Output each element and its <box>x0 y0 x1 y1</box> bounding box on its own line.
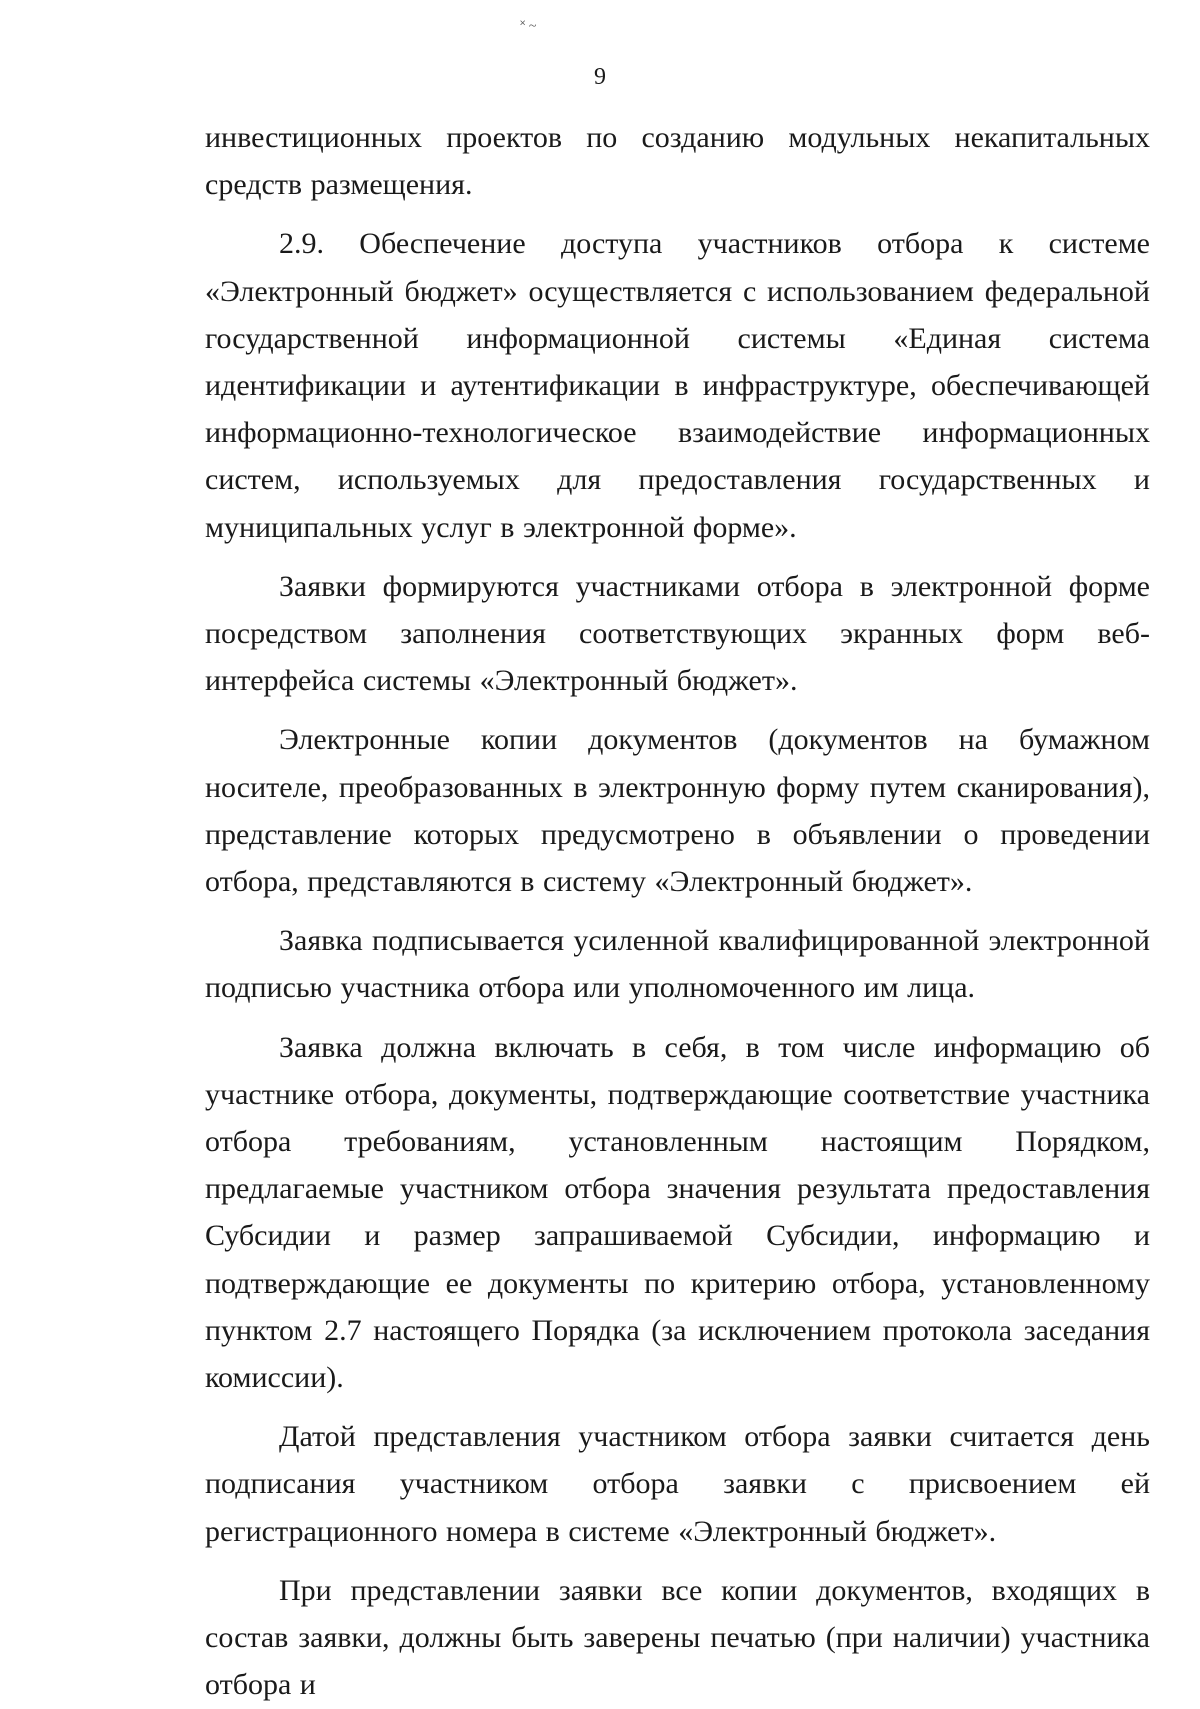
scan-artifact: ˟ ~ <box>520 19 537 34</box>
paragraph-signature: Заявка подписывается усиленной квалифицированной электронной подписью участника отбора или уполномоченного им лица. <box>205 924 1150 1005</box>
page-number: 9 <box>594 64 606 90</box>
document-body <box>205 114 1150 1709</box>
paragraph-application-contents: Заявка должна включать в себя, в том числе информацию об участнике отбора, документы, подтверждающие соответствие участника отбора требованиям, установленным настоящим Порядком, предлагаемые участником отбора значения результата предоставления Субсидии и размер запрашиваемой Субсидии, информацию и подтверждающие ее документы по критерию отбора, установленному пунктом 2.7 настоящего Порядка (за исключением протокола заседания комиссии). <box>205 1030 1150 1395</box>
paragraph-copies-certification: При представлении заявки все копии документов, входящих в состав заявки, должны быть заверены печатью (при наличии) участника отбора и <box>205 1573 1150 1702</box>
paragraph-applications-formed: Заявки формируются участниками отбора в электронной форме посредством заполнения соответствующих экранных форм веб-интерфейса системы «Электронный бюджет». <box>205 569 1150 698</box>
paragraph-submission-date: Датой представления участником отбора заявки считается день подписания участником отбора заявки с присвоением ей регистрационного номера в системе «Электронный бюджет». <box>205 1420 1150 1548</box>
paragraph-electronic-copies: Электронные копии документов (документов на бумажном носителе, преобразованных в электронную форму путем сканирования), представление которых предусмотрено в объявлении о проведении отбора, представляются в систему «Электронный бюджет». <box>205 723 1150 899</box>
paragraph-2-9-access: 2.9. Обеспечение доступа участников отбора к системе «Электронный бюджет» осуществляется с использованием федеральной государственной информационной системы «Единая система идентификации и аутентификации в инфраструктуре, обеспечивающей информационно-технологическое взаимодействие информационных систем, используемых для предоставления государственных и муниципальных услуг в электронной форме». <box>205 227 1150 544</box>
paragraph-continuation: инвестиционных проектов по созданию модульных некапитальных средств размещения. <box>205 121 1150 202</box>
